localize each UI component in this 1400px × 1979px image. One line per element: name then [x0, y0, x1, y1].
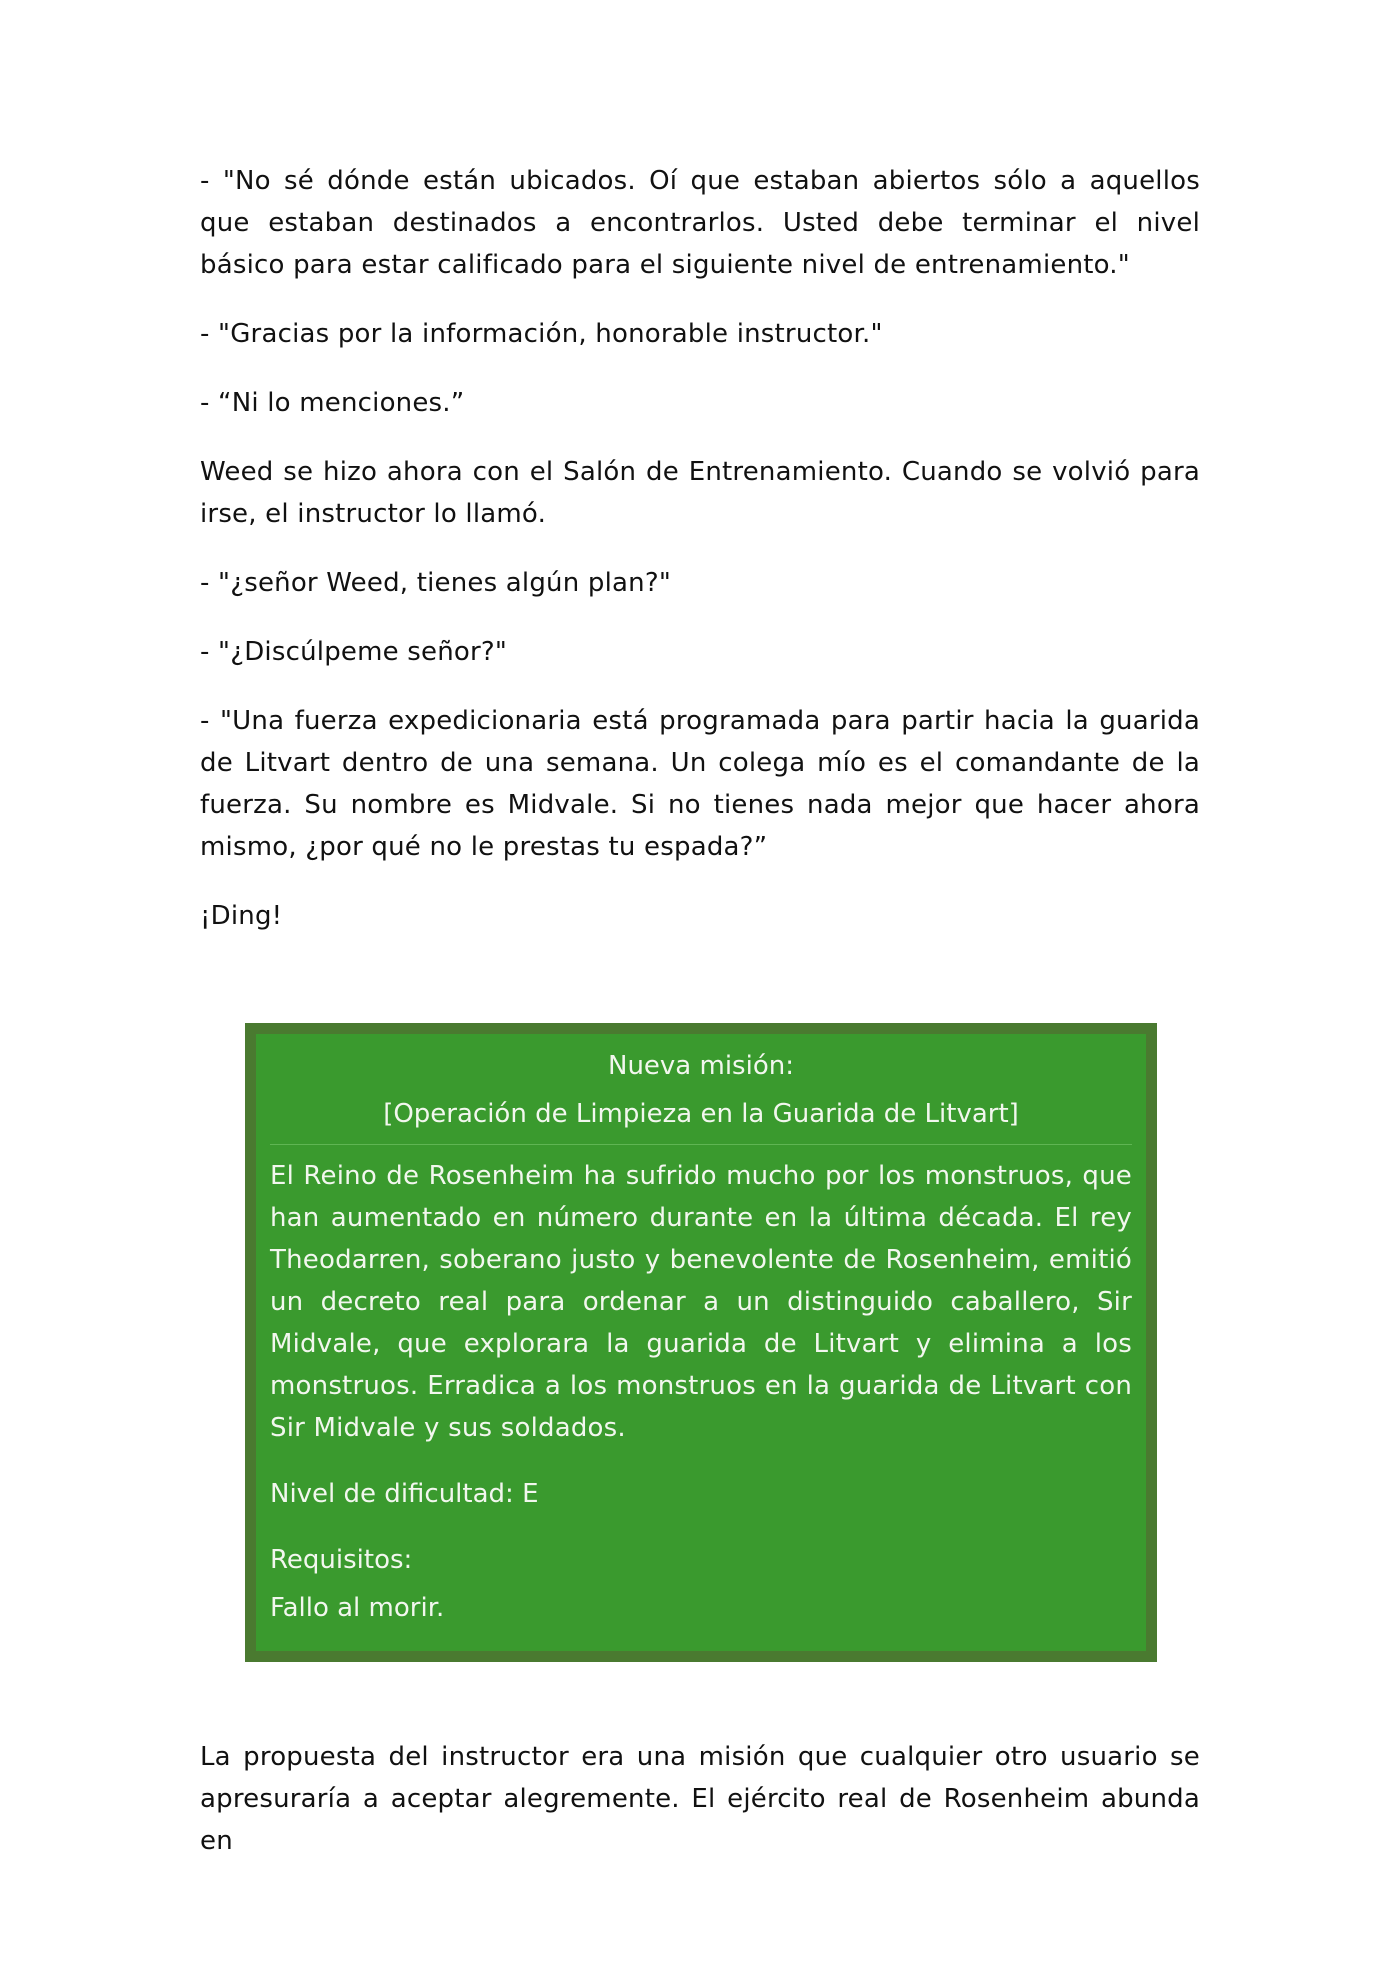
quest-difficulty: Nivel de dificultad: E: [270, 1479, 539, 1509]
dialogue-paragraph: - "Gracias por la información, honorable instructor.": [200, 319, 883, 349]
dialogue-paragraph: - "No sé dónde están ubicados. Oí que estaban abiertos sólo a aquellos que estaban destinados a encontrarlos. Usted debe terminar el nivel básico para estar calificado para el siguiente nivel de entrenamiento.": [200, 166, 1200, 280]
quest-divider: [270, 1144, 1132, 1145]
document-page: [200, 160, 1200, 1889]
dialogue-paragraph: - “Ni lo menciones.”: [200, 388, 465, 418]
quest-requirements-label: Requisitos:: [270, 1545, 413, 1575]
quest-name: [Operación de Limpieza en la Guarida de Litvart]: [383, 1099, 1019, 1129]
quest-header: Nueva misión:: [608, 1051, 794, 1081]
narration-paragraph: La propuesta del instructor era una misión que cualquier otro usuario se apresuraría a aceptar alegremente. El ejército real de Rosenheim abunda en: [200, 1742, 1200, 1856]
sound-effect-paragraph: ¡Ding!: [200, 901, 283, 931]
quest-box: [245, 1023, 1157, 1662]
quest-description: El Reino de Rosenheim ha sufrido mucho por los monstruos, que han aumentado en número durante en la última década. El rey Theodarren, soberano justo y benevolente de Rosenheim, emitió un decreto real para ordenar a un distinguido caballero, Sir Midvale, que explorara la guarida de Litvart y elimina a los monstruos. Erradica a los monstruos en la guarida de Litvart con Sir Midvale y sus soldados.: [270, 1161, 1132, 1443]
dialogue-paragraph: - "¿señor Weed, tienes algún plan?": [200, 568, 671, 598]
quest-requirements-value: Fallo al morir.: [270, 1593, 445, 1623]
narration-paragraph: Weed se hizo ahora con el Salón de Entrenamiento. Cuando se volvió para irse, el instructor lo llamó.: [200, 457, 1200, 529]
dialogue-paragraph: - "¿Discúlpeme señor?": [200, 637, 508, 667]
dialogue-paragraph: - "Una fuerza expedicionaria está programada para partir hacia la guarida de Litvart dentro de una semana. Un colega mío es el comandante de la fuerza. Su nombre es Midvale. Si no tienes nada mejor que hacer ahora mismo, ¿por qué no le prestas tu espada?”: [200, 706, 1200, 862]
